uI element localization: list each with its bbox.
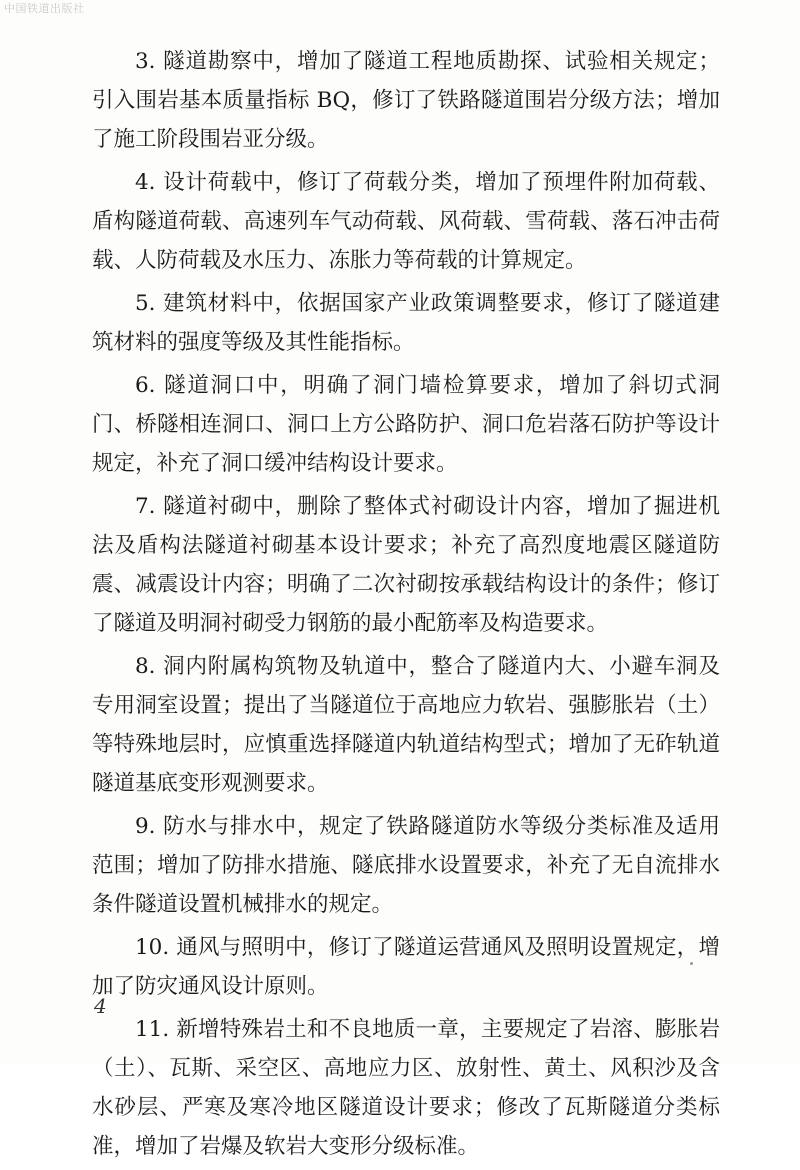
paragraph-item-11: 11. 新增特殊岩土和不良地质一章，主要规定了岩溶、膨胀岩（土）、瓦斯、采空区、高地应力区、放射性、黄土、风积沙及含水砂层、严寒及寒冷地区隧道设计要求；修改了瓦斯隧道分类标准，增加了岩爆及软岩大变形分级标准。 xyxy=(92,1017,720,1159)
paragraph-item-7: 7. 隧道衬砌中，删除了整体式衬砌设计内容，增加了掘进机法及盾构法隧道衬砌基本设计要求；补充了高烈度地震区隧道防震、减震设计内容；明确了二次衬砌按承载结构设计的条件；修订了隧道及明洞衬砌受力钢筋的最小配筋率及构造要求。 xyxy=(92,494,720,636)
paragraph-item-3: 3. 隧道勘察中，增加了隧道工程地质勘探、试验相关规定；引入围岩基本质量指标 BQ，修订了铁路隧道围岩分级方法；增加了施工阶段围岩亚分级。 xyxy=(92,49,720,152)
scan-speck xyxy=(690,962,693,965)
body-text xyxy=(92,42,720,1170)
paragraph-item-8: 8. 洞内附属构筑物及轨道中，整合了隧道内大、小避车洞及专用洞室设置；提出了当隧道位于高地应力软岩、强膨胀岩（土）等特殊地层时，应慎重选择隧道内轨道结构型式；增加了无砟轨道隧道基底变形观测要求。 xyxy=(92,654,720,796)
paragraph-item-9: 9. 防水与排水中，规定了铁路隧道防水等级分类标准及适用范围；增加了防排水措施、隧底排水设置要求，补充了无自流排水条件隧道设置机械排水的规定。 xyxy=(92,814,720,917)
page-number: 4 xyxy=(94,994,107,1018)
watermark: 中国铁道出版社 xyxy=(4,2,85,15)
paragraph-item-5: 5. 建筑材料中，依据国家产业政策调整要求，修订了隧道建筑材料的强度等级及其性能指标。 xyxy=(92,291,720,355)
paragraph-item-4: 4. 设计荷载中，修订了荷载分类，增加了预埋件附加荷载、盾构隧道荷载、高速列车气动荷载、风荷载、雪荷载、落石冲击荷载、人防荷载及水压力、冻胀力等荷载的计算规定。 xyxy=(92,170,720,273)
paragraph-item-6: 6. 隧道洞口中，明确了洞门墙检算要求，增加了斜切式洞门、桥隧相连洞口、洞口上方公路防护、洞口危岩落石防护等设计规定，补充了洞口缓冲结构设计要求。 xyxy=(92,373,720,476)
paragraph-item-10: 10. 通风与照明中，修订了隧道运营通风及照明设置规定，增加了防灾通风设计原则。 xyxy=(92,935,720,999)
